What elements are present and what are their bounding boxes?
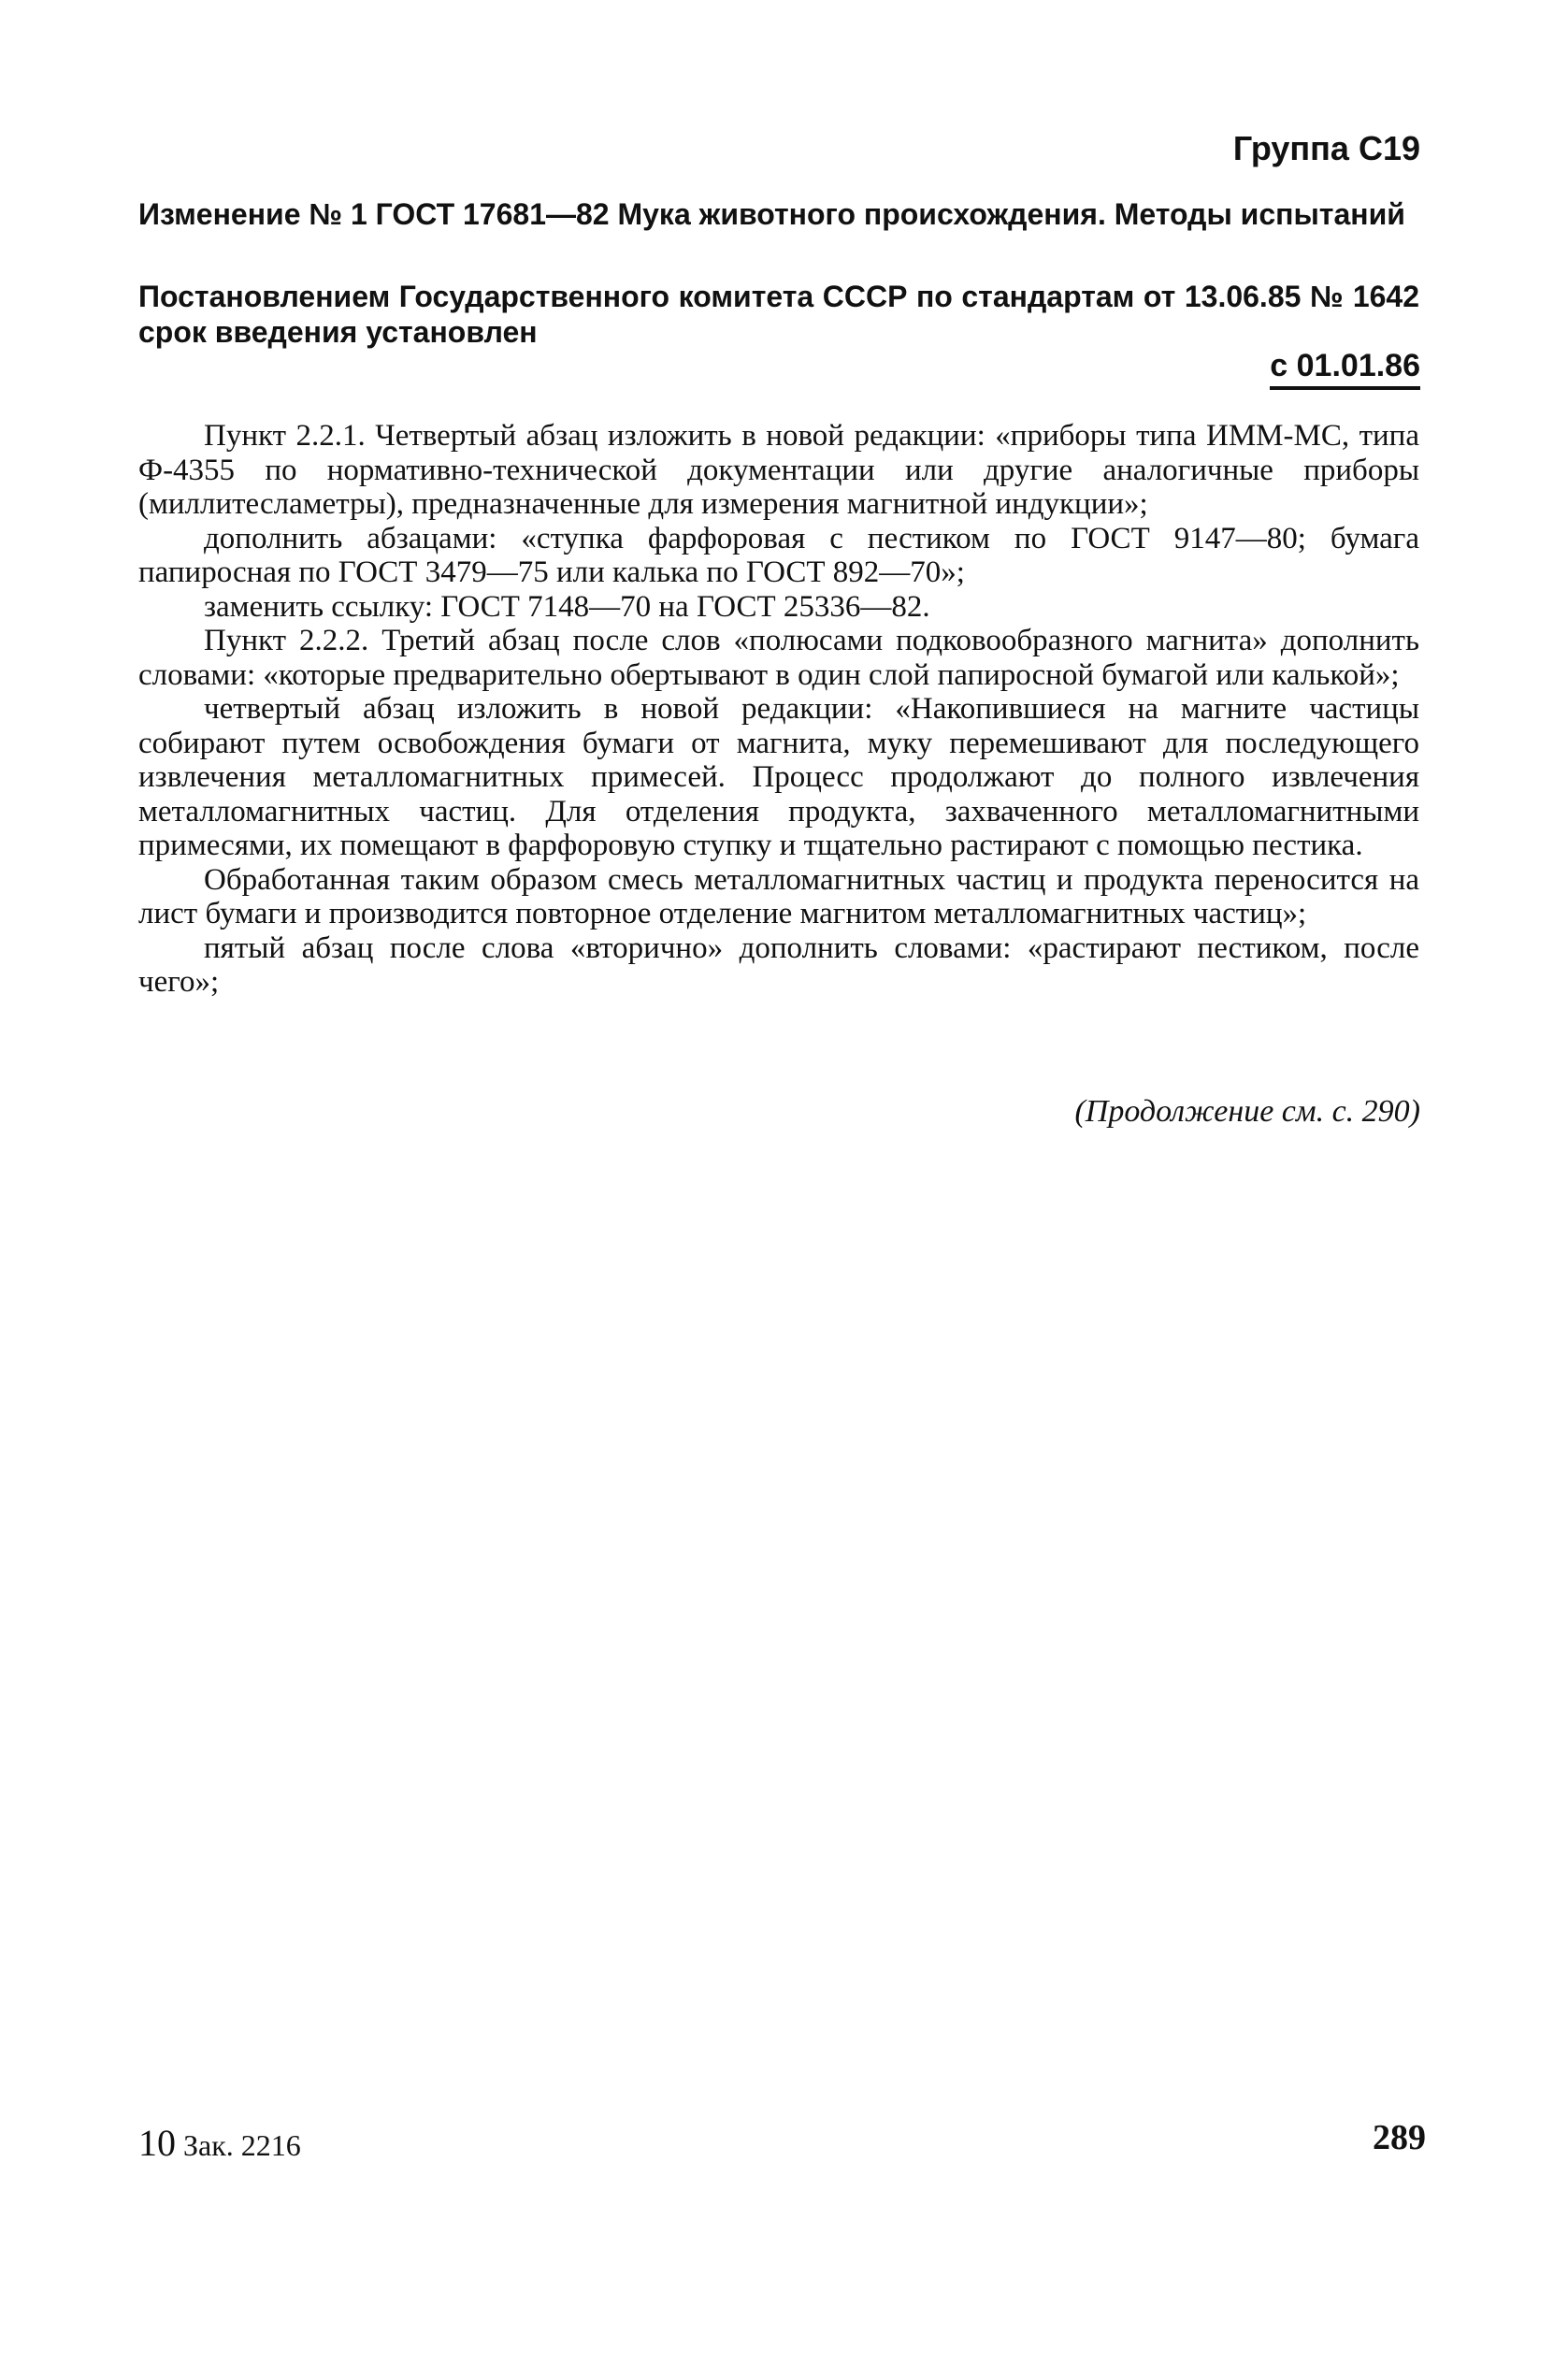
decree-statement: Постановлением Государственного комитета СССР по стандартам от 13.06.85 № 1642 срок введения установлен: [138, 280, 1419, 349]
sheet-number: 10: [138, 2122, 176, 2164]
amendment-body: [138, 419, 1419, 1000]
page-number: 289: [1373, 2118, 1426, 2157]
group-label: Группа С19: [1232, 129, 1420, 167]
continuation-note: (Продолжение см. с. 290): [1074, 1094, 1420, 1129]
amendment-title: Изменение № 1 ГОСТ 17681—82 Мука животного происхождения. Методы испытаний: [138, 197, 1405, 231]
paragraph-replace-reference: заменить ссылку: ГОСТ 7148—70 на ГОСТ 25336—82.: [204, 589, 930, 624]
paragraph-add-items: дополнить абзацами: «ступка фарфоровая с пестиком по ГОСТ 9147—80; бумага папиросная по ГОСТ 3479—75 или калька по ГОСТ 892—70»;: [138, 521, 1419, 589]
paragraph-fourth-abzac: четвертый абзац изложить в новой редакции: «Накопившиеся на магните частицы собирают путем освобождения бумаги от магнита, муку перемешивают для последующего извлечения металломагнитных примесей. Процесс продолжают до полного извлечения металломагнитных частиц. Для отделения продукта, захваченного металломагнитными примесями, их помещают в фарфоровую ступку и тщательно растирают с помощью пестика.: [138, 692, 1419, 862]
effective-date: с 01.01.86: [1270, 348, 1420, 390]
order-number: Зак. 2216: [183, 2128, 301, 2162]
paragraph-item-2-2-1: Пункт 2.2.1. Четвертый абзац изложить в новой редакции: «приборы типа ИММ-МС, типа Ф-4355 по нормативно-технической документации или другие аналогичные приборы (миллитесламетры), предназначенные для измерения магнитной индукции»;: [138, 419, 1419, 521]
paragraph-fifth-abzac: пятый абзац после слова «вторично» дополнить словами: «растирают пестиком, после чего»;: [138, 930, 1419, 999]
footer-order-info: [138, 2121, 301, 2165]
paragraph-item-2-2-2: Пункт 2.2.2. Третий абзац после слов «полюсами подковообразного магнита» дополнить словами: «которые предварительно обертывают в один слой папиросной бумагой или калькой»;: [138, 624, 1419, 692]
paragraph-processed-mixture: Обработанная таким образом смесь металломагнитных частиц и продукта переносится на лист бумаги и производится повторное отделение магнитом металломагнитных частиц»;: [138, 862, 1419, 930]
